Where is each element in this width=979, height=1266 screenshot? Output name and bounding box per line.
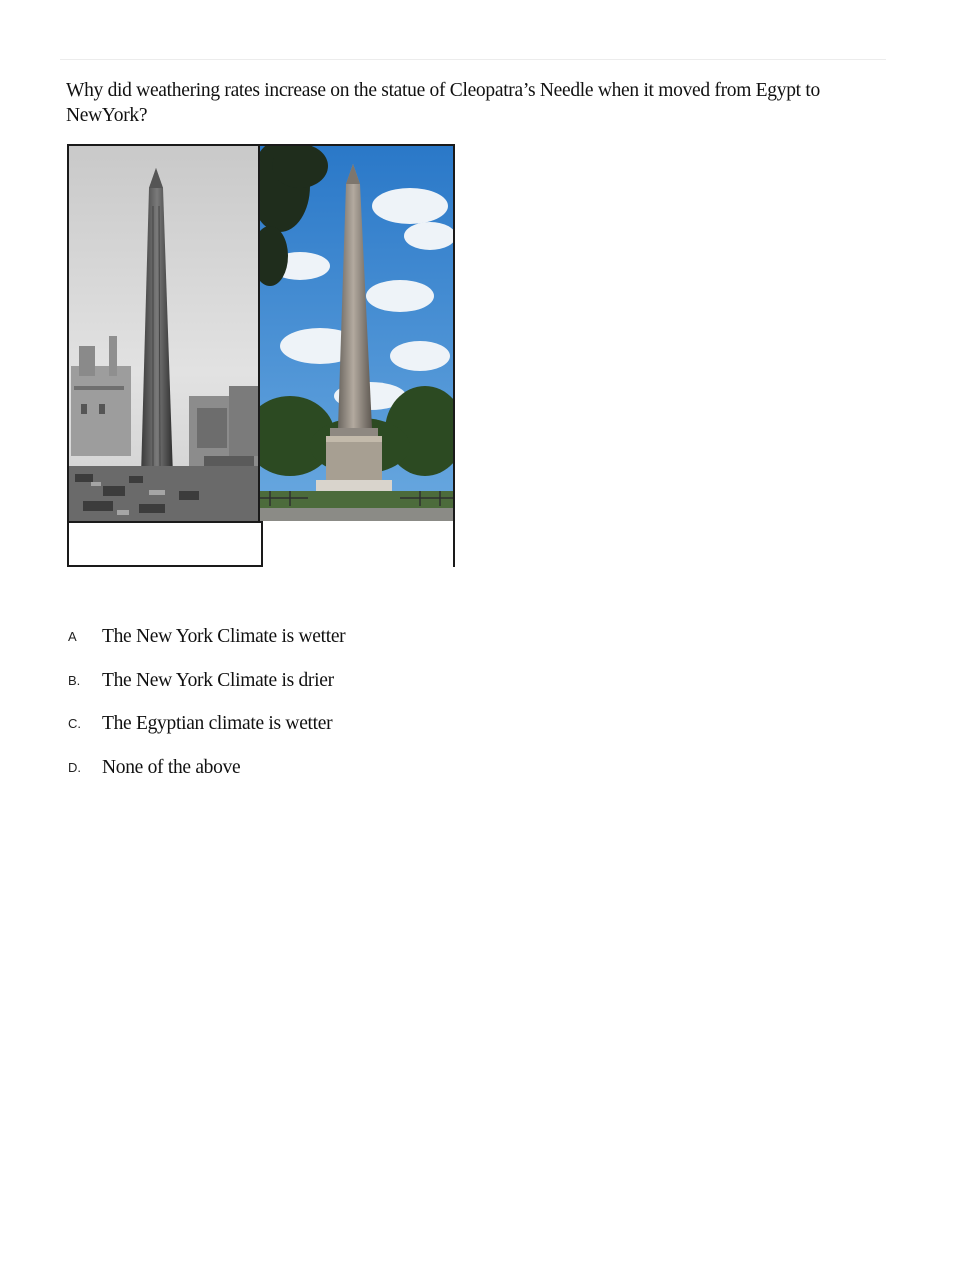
- obelisk-comparison-figure: [67, 144, 455, 567]
- choice-text: The Egyptian climate is wetter: [102, 713, 333, 734]
- question-line-1: Why did weathering rates increase on the statue of Cleopatra’s Needle when it moved from Egypt to: [66, 80, 820, 101]
- top-divider: [60, 59, 886, 60]
- choice-b[interactable]: [66, 670, 566, 714]
- choice-c[interactable]: [66, 713, 566, 757]
- figure-border-right: [453, 521, 455, 567]
- choice-text: The New York Climate is wetter: [102, 626, 346, 647]
- choice-text: The New York Climate is drier: [102, 669, 334, 691]
- choice-a[interactable]: [66, 626, 566, 670]
- choice-letter: C.: [68, 716, 81, 731]
- answer-choices: [66, 626, 566, 800]
- choice-text: None of the above: [102, 756, 241, 778]
- obelisk-new-york-photo: [260, 144, 455, 521]
- caption-box: [67, 521, 263, 567]
- question-text: [66, 78, 866, 128]
- choice-letter: A: [68, 629, 77, 644]
- obelisk-new-york-photo-icon: [260, 146, 453, 521]
- choice-d[interactable]: [66, 757, 566, 801]
- obelisk-egypt-photo-icon: [69, 146, 260, 521]
- question-line-2: NewYork?: [66, 105, 148, 126]
- obelisk-egypt-photo: [67, 144, 260, 521]
- choice-letter: B.: [68, 672, 81, 688]
- choice-letter: D.: [68, 759, 81, 775]
